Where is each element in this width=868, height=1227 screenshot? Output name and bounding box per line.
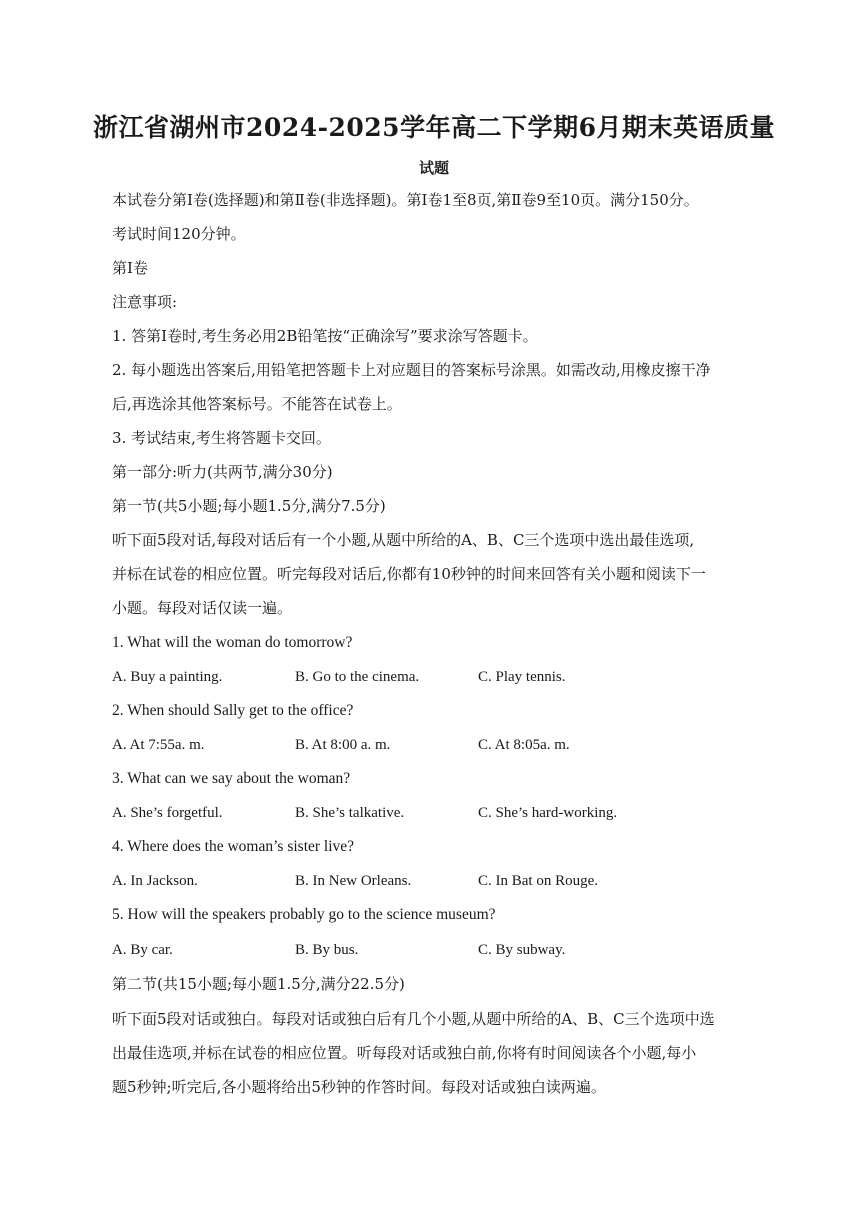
question-1-option-a: A. Buy a painting. — [112, 669, 223, 685]
question-2-option-b: B. At 8:00 a. m. — [295, 737, 391, 753]
page-subtitle: 试题 — [418, 159, 449, 177]
section1-instruction-2: 并标在试卷的相应位置。听完每段对话后,你都有10秒钟的时间来回答有关小题和阅读下一 — [112, 565, 706, 583]
volume-label: 第Ⅰ卷 — [112, 259, 148, 277]
question-2-option-c: C. At 8:05a. m. — [478, 737, 570, 753]
section2-heading: 第二节(共15小题;每小题1.5分,满分22.5分) — [112, 975, 405, 993]
question-3: 3. What can we say about the woman? — [112, 770, 351, 787]
notes-item-2-line-2: 后,再选涂其他答案标号。不能答在试卷上。 — [112, 395, 402, 413]
question-4-option-b: B. In New Orleans. — [295, 873, 412, 889]
question-5-option-a: A. By car. — [112, 942, 173, 958]
question-5-option-b: B. By bus. — [295, 942, 359, 958]
section1-instruction-3: 小题。每段对话仅读一遍。 — [112, 599, 293, 617]
notes-item-1: 1. 答第Ⅰ卷时,考生务必用2B铅笔按“正确涂写”要求涂写答题卡。 — [112, 327, 538, 345]
page-title: 浙江省湖州市2024-2025学年高二下学期6月期末英语质量 — [93, 113, 775, 142]
question-4-option-c: C. In Bat on Rouge. — [478, 873, 598, 889]
notes-item-3: 3. 考试结束,考生将答题卡交回。 — [112, 429, 331, 447]
section2-instruction-1: 听下面5段对话或独白。每段对话或独白后有几个小题,从题中所给的A、B、C三个选项中选 — [112, 1010, 715, 1028]
question-4: 4. Where does the woman’s sister live? — [112, 838, 355, 855]
intro-line-2: 考试时间120分钟。 — [112, 225, 246, 243]
question-1: 1. What will the woman do tomorrow? — [112, 634, 353, 651]
question-5: 5. How will the speakers probably go to the science museum? — [112, 906, 496, 923]
question-3-option-a: A. She’s forgetful. — [112, 805, 223, 821]
intro-line-1: 本试卷分第Ⅰ卷(选择题)和第Ⅱ卷(非选择题)。第Ⅰ卷1至8页,第Ⅱ卷9至10页。满分150分。 — [112, 191, 699, 209]
section1-instruction-1: 听下面5段对话,每段对话后有一个小题,从题中所给的A、B、C三个选项中选出最佳选项, — [112, 531, 695, 549]
question-1-option-c: C. Play tennis. — [478, 669, 566, 685]
question-1-option-b: B. Go to the cinema. — [295, 669, 420, 685]
question-3-option-b: B. She’s talkative. — [295, 805, 405, 821]
question-2: 2. When should Sally get to the office? — [112, 702, 354, 719]
question-4-option-a: A. In Jackson. — [112, 873, 198, 889]
section2-instruction-3: 题5秒钟;听完后,各小题将给出5秒钟的作答时间。每段对话或独白读两遍。 — [112, 1078, 606, 1096]
question-2-option-a: A. At 7:55a. m. — [112, 737, 205, 753]
question-3-option-c: C. She’s hard-working. — [478, 805, 618, 821]
section1-heading: 第一节(共5小题;每小题1.5分,满分7.5分) — [112, 497, 386, 515]
part1-heading: 第一部分:听力(共两节,满分30分) — [112, 463, 333, 481]
section2-instruction-2: 出最佳选项,并标在试卷的相应位置。听每段对话或独白前,你将有时间阅读各个小题,每小 — [112, 1044, 697, 1062]
notes-item-2-line-1: 2. 每小题选出答案后,用铅笔把答题卡上对应题目的答案标号涂黑。如需改动,用橡皮擦干净 — [112, 361, 711, 379]
question-5-option-c: C. By subway. — [478, 942, 566, 958]
notes-heading: 注意事项: — [112, 293, 178, 311]
